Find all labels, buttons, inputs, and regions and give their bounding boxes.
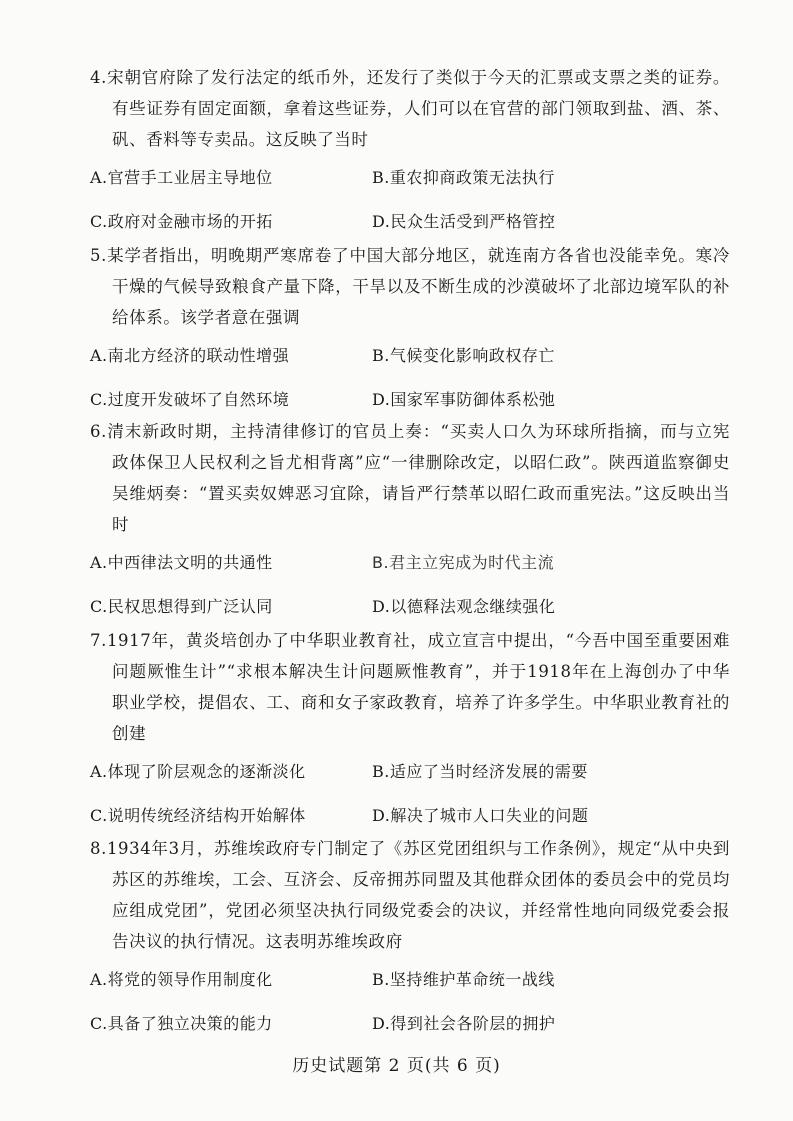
options [90,155,730,243]
option-d: D.解决了城市人口失业的问题 [372,806,589,825]
question-stem: 5.某学者指出，明晚期严寒席卷了中国大部分地区，就连南方各省也没能幸免。寒冷干燥的气候导致粮食产量下降，干旱以及不断生成的沙漠破坏了北部边境军队的补给体系。该学者意在强调 [90,246,730,327]
option-b: B.气候变化影响政权存亡 [372,346,555,365]
option-a: A.体现了阶层观念的逐渐淡化 [90,762,306,781]
option-b: B.君主立宪成为时代主流 [372,553,555,572]
option-c: C.过度开发破坏了自然环境 [90,390,290,409]
option-a: A.将党的领导作用制度化 [90,970,273,989]
option-d: D.以德释法观念继续强化 [372,597,556,616]
option-a: A.中西律法文明的共通性 [90,553,273,572]
question-stem: 6.清末新政时期，主持清律修订的官员上奏：“买卖人口久为环球所指摘，而与立宪政体保卫人民权利之旨尤相背离”应“一律删除改定，以昭仁政”。陕西道监察御史吴维炳奏：“置买卖奴婢恶习宜除，请旨严行禁革以昭仁政而重宪法。”这反映出当时 [90,422,730,534]
options [90,540,730,628]
question-stem: 4.宋朝官府除了发行法定的纸币外，还发行了类似于今天的汇票或支票之类的证券。有些证券有固定面额，拿着这些证券，人们可以在官营的部门领取到盐、酒、茶、矾、香料等专卖品。这反映了当时 [90,68,730,149]
option-c: C.民权思想得到广泛认同 [90,597,273,616]
option-a: A.南北方经济的联动性增强 [90,346,290,365]
option-d: D.国家军事防御体系松弛 [372,390,556,409]
question-stem: 8.1934年3月，苏维埃政府专门制定了《苏区党团组织与工作条例》，规定“从中央到苏区的苏维埃，工会、互济会、反帝拥苏同盟及其他群众团体的委员会中的党员均应组成党团”，党团必须坚决执行同级党委会的决议，并经常性地向同级党委会报告决议的执行情况。这表明苏维埃政府 [90,839,730,951]
option-d: D.民众生活受到严格管控 [372,212,556,231]
question-5 [90,240,730,421]
option-b: B.适应了当时经济发展的需要 [372,762,588,781]
page-footer: 历史试题第 2 页(共 6 页) [292,1056,501,1076]
option-b: B.坚持维护革命统一战线 [372,970,555,989]
question-7 [90,625,730,837]
question-stem: 7.1917年，黄炎培创办了中华职业教育社，成立宣言中提出，“今吾中国至重要困难问题厥惟生计”“求根本解决生计问题厥惟教育”，并于1918年在上海创办了中华职业学校，提倡农、工、商和女子家政教育，培养了许多学生。中华职业教育社的创建 [90,631,730,743]
options [90,957,730,1045]
option-b: B.重农抑商政策无法执行 [372,168,555,187]
option-d: D.得到社会各阶层的拥护 [372,1014,556,1033]
question-4 [90,62,730,243]
option-a: A.官营手工业居主导地位 [90,168,273,187]
question-8 [90,833,730,1045]
option-c: C.说明传统经济结构开始解体 [90,806,306,825]
options [90,333,730,421]
options [90,749,730,837]
option-c: C.政府对金融市场的开拓 [90,212,273,231]
option-c: C.具备了独立决策的能力 [90,1014,273,1033]
question-6 [90,416,730,628]
